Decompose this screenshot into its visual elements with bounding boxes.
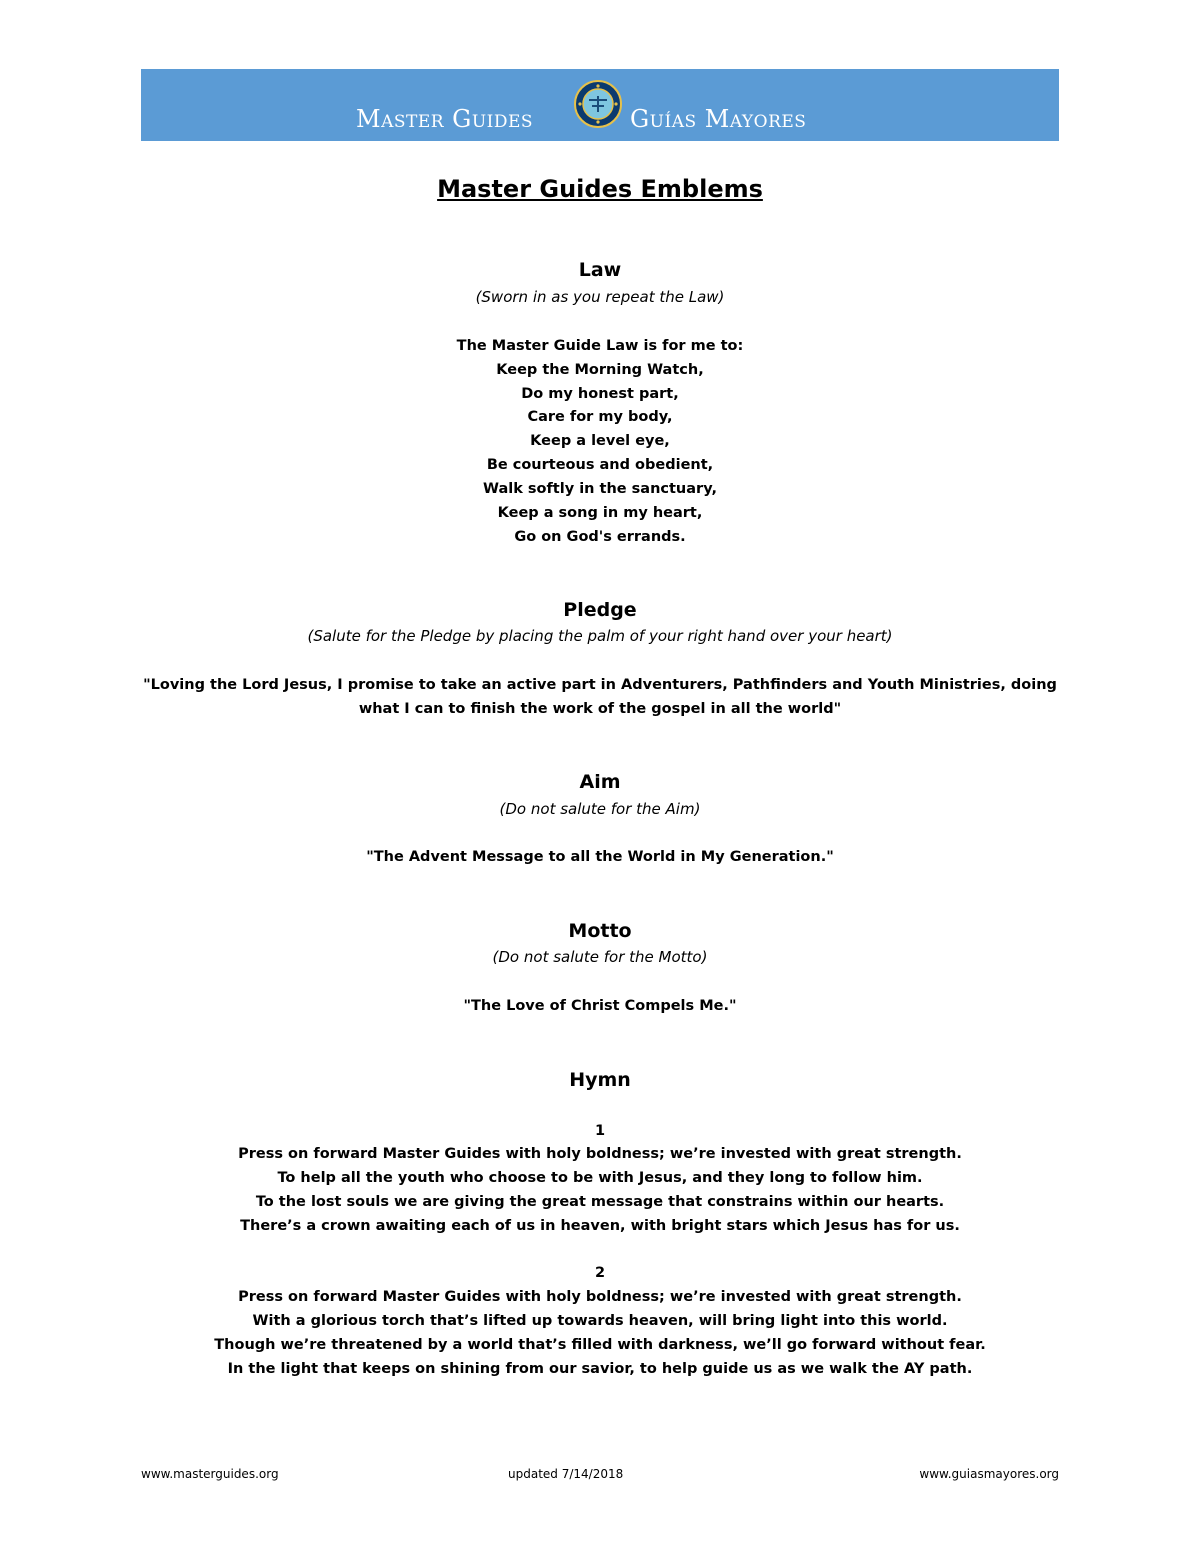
law-line: Keep a song in my heart, (497, 505, 703, 521)
pledge-note: (Salute for the Pledge by placing the palm of your right hand over your heart) (307, 627, 893, 645)
pledge-line: "Loving the Lord Jesus, I promise to take an active part in Adventurers, Pathfinders and Youth Ministries, doing (143, 677, 1057, 693)
pledge-heading: Pledge (563, 599, 637, 621)
footer-updated-date: updated 7/14/2018 (508, 1467, 624, 1481)
hymn-line: There’s a crown awaiting each of us in heaven, with bright stars which Jesus has for us. (240, 1218, 960, 1234)
law-line: Be courteous and obedient, (486, 457, 714, 473)
law-line: Care for my body, (527, 409, 673, 425)
hymn-line: Though we’re threatened by a world that’s filled with darkness, we’ll go forward without fear. (214, 1337, 986, 1353)
law-line: Keep the Morning Watch, (496, 362, 704, 378)
master-guides-emblem-icon (574, 80, 622, 128)
law-note: (Sworn in as you repeat the Law) (475, 288, 725, 306)
law-line: Do my honest part, (521, 386, 679, 402)
hymn-heading: Hymn (569, 1069, 631, 1091)
aim-note: (Do not salute for the Aim) (499, 800, 701, 818)
hymn-verse-number: 2 (594, 1265, 606, 1281)
banner-title-english: Master Guides (356, 105, 534, 133)
law-line: Keep a level eye, (530, 433, 670, 449)
hymn-line: To help all the youth who choose to be with Jesus, and they long to follow him. (277, 1170, 923, 1186)
hymn-line: Press on forward Master Guides with holy boldness; we’re invested with great strength. (238, 1289, 962, 1305)
law-line: Walk softly in the sanctuary, (482, 481, 718, 497)
footer-url-left: www.masterguides.org (141, 1467, 279, 1481)
motto-text: "The Love of Christ Compels Me." (463, 998, 737, 1014)
hymn-line: Press on forward Master Guides with holy boldness; we’re invested with great strength. (238, 1146, 962, 1162)
pledge-line: what I can to finish the work of the gospel in all the world" (358, 701, 842, 717)
hymn-line: In the light that keeps on shining from our savior, to help guide us as we walk the AY path. (227, 1361, 973, 1377)
law-line: Go on God's errands. (514, 529, 686, 545)
motto-note: (Do not salute for the Motto) (492, 948, 708, 966)
footer-url-right: www.guiasmayores.org (919, 1467, 1059, 1481)
banner-title-spanish: Guías Mayores (630, 105, 807, 133)
aim-text: "The Advent Message to all the World in My Generation." (366, 849, 834, 865)
motto-heading: Motto (568, 920, 632, 942)
hymn-verse-number: 1 (594, 1123, 606, 1139)
hymn-line: To the lost souls we are giving the great message that constrains within our hearts. (255, 1194, 945, 1210)
law-line: The Master Guide Law is for me to: (456, 338, 744, 354)
law-heading: Law (578, 259, 622, 281)
page-title: Master Guides Emblems (437, 175, 763, 203)
aim-heading: Aim (579, 771, 621, 793)
hymn-line: With a glorious torch that’s lifted up towards heaven, will bring light into this world. (252, 1313, 948, 1329)
